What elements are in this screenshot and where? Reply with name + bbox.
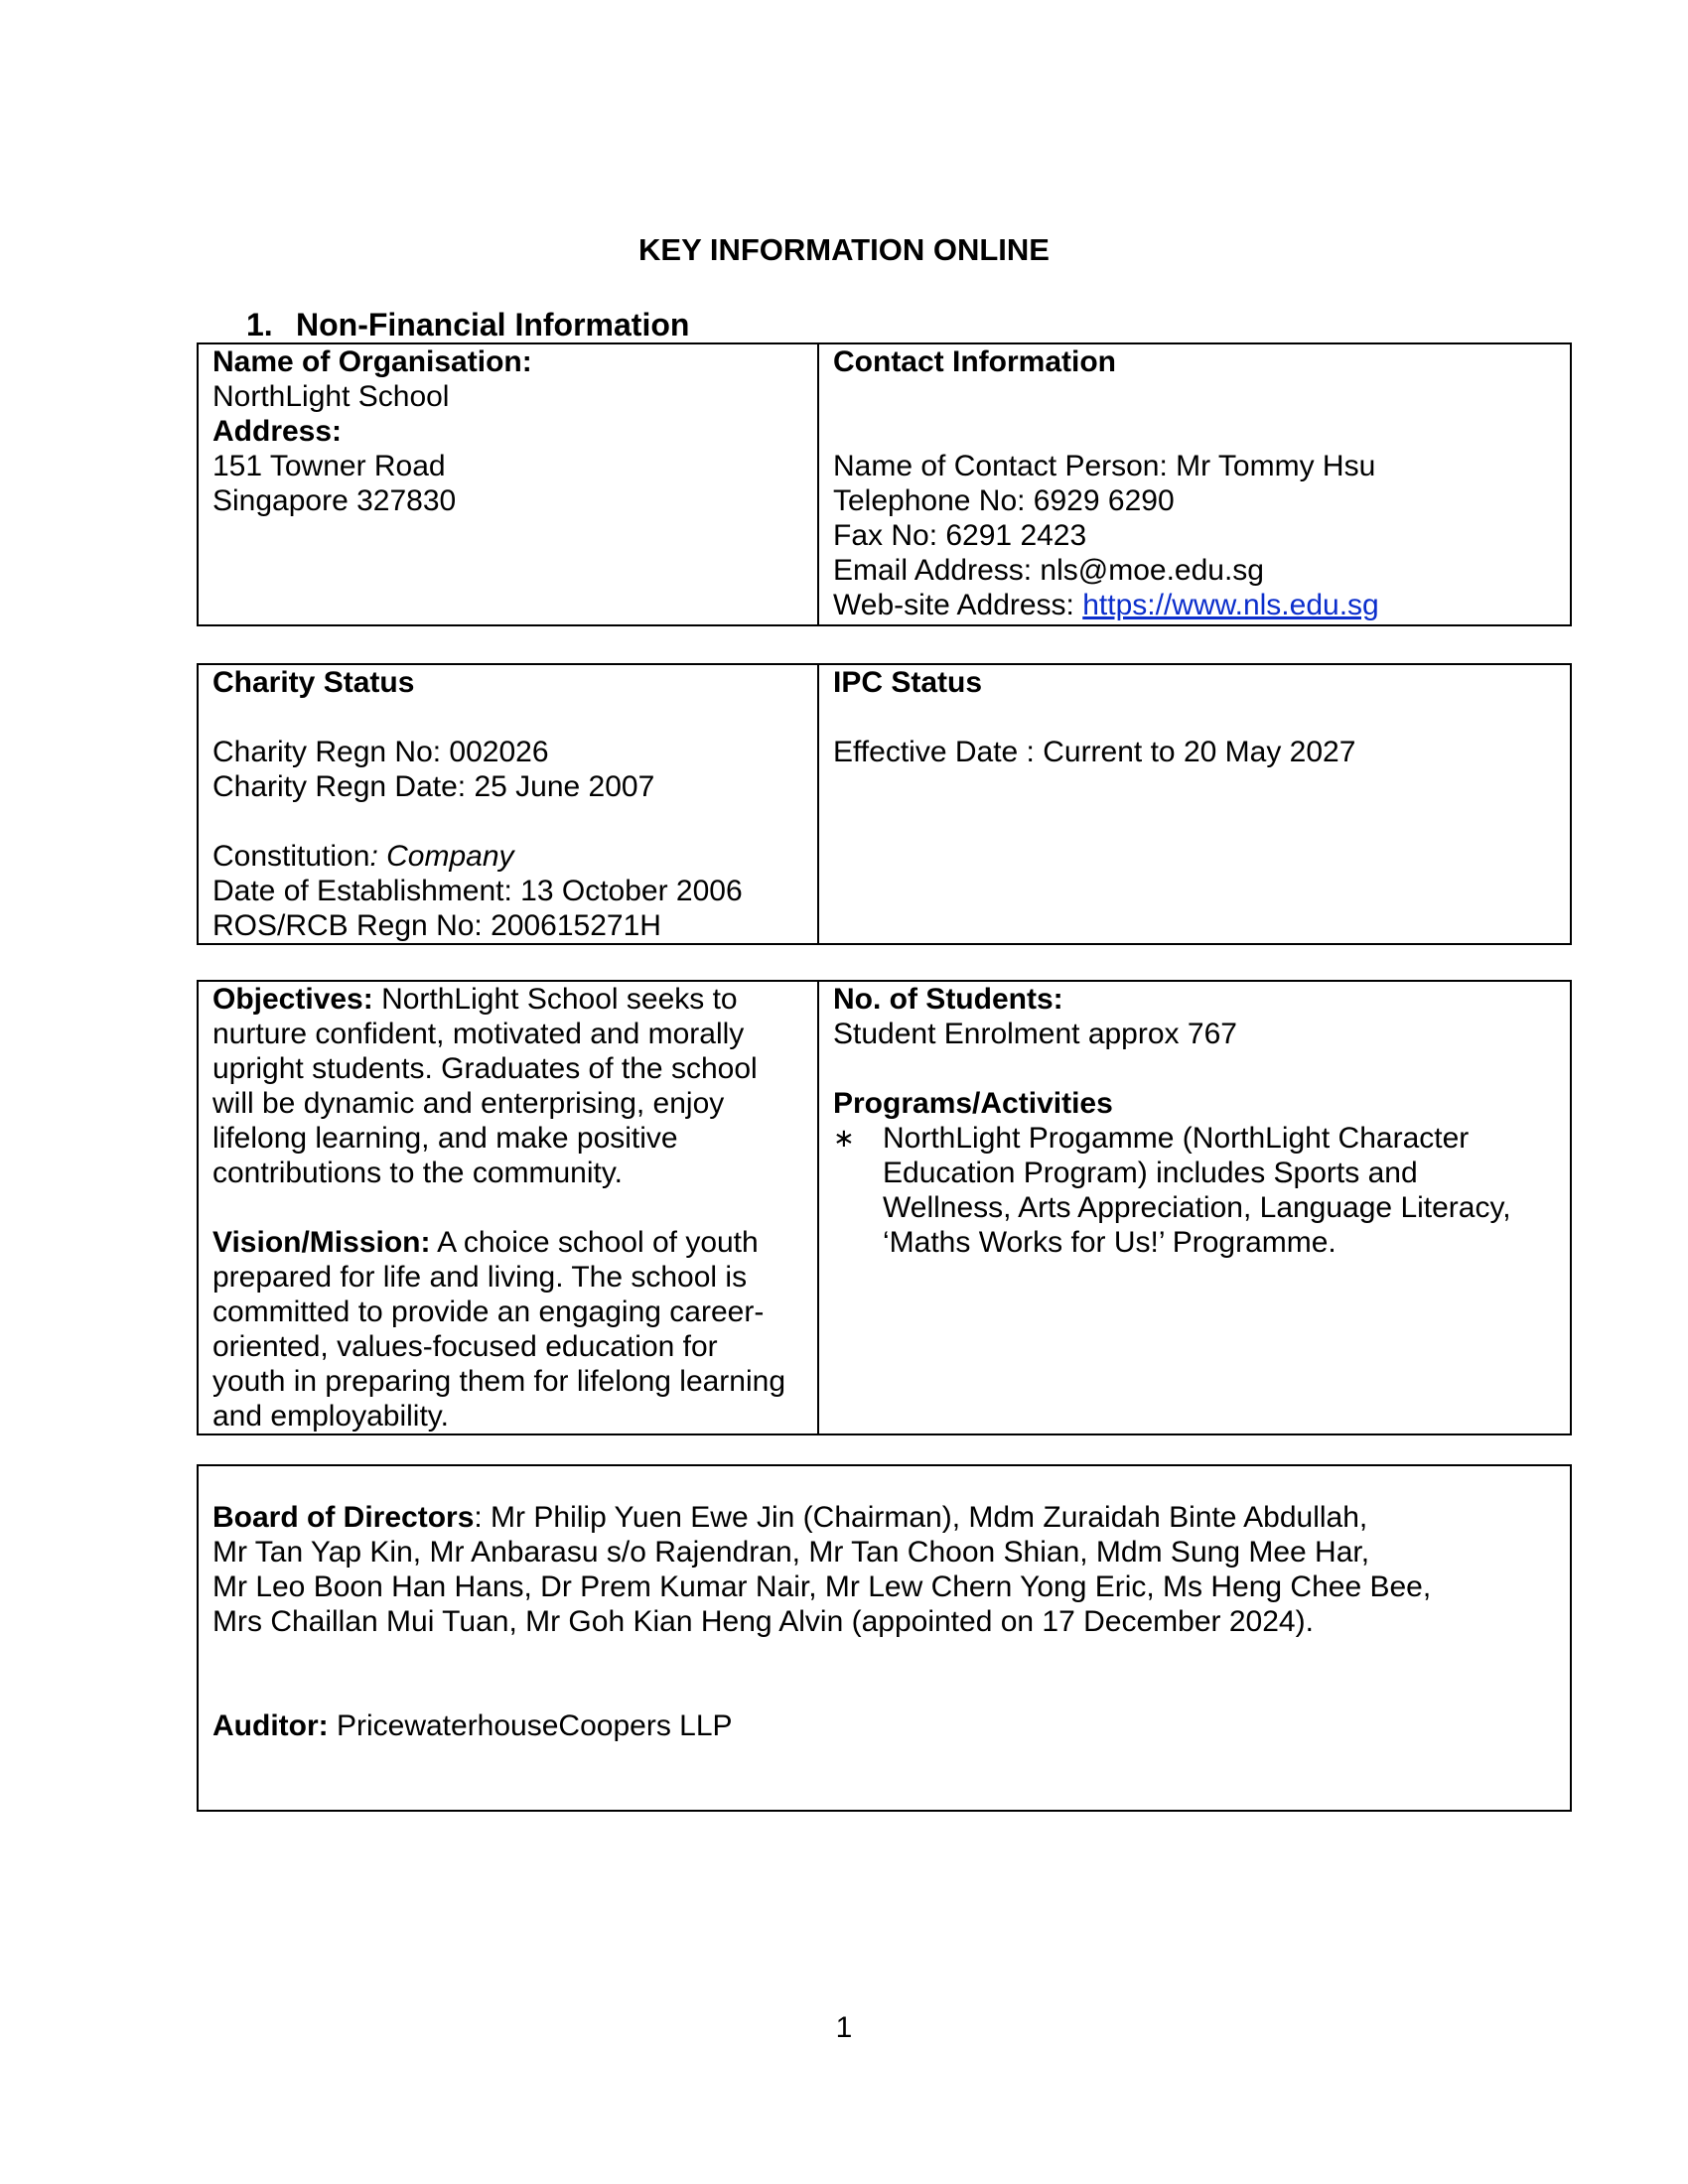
bullet-icon: ∗ [833,1123,855,1153]
charity-ipc-table [197,663,1572,945]
board-line: Mr Tan Yap Kin, Mr Anbarasu s/o Rajendran, Mr Tan Choon Shian, Mdm Sung Mee Har, [212,1536,1370,1569]
charity-regn-date: Charity Regn Date: 25 June 2007 [212,770,655,803]
organisation-cell [198,343,818,625]
constitution-label: Constitution [212,840,370,873]
vision-line: prepared for life and living. The school is [212,1261,748,1294]
vision-mission-label: Vision/Mission: [212,1226,431,1259]
contact-cell [818,343,1571,625]
org-name: NorthLight School [212,380,450,413]
vision-line: and employability. [212,1400,449,1433]
contact-person: Name of Contact Person: Mr Tommy Hsu [833,450,1376,482]
objectives-label: Objectives: [212,983,373,1016]
charity-status-heading: Charity Status [212,666,415,699]
objectives-line: nurture confident, motivated and morally [212,1018,745,1050]
date-of-establishment: Date of Establishment: 13 October 2006 [212,875,743,907]
contact-fax: Fax No: 6291 2423 [833,519,1087,552]
vision-line: committed to provide an engaging career- [212,1296,765,1328]
page-title: KEY INFORMATION ONLINE [638,232,1050,267]
charity-regn-no: Charity Regn No: 002026 [212,736,549,768]
board-auditor-table [197,1464,1572,1812]
programs-label: Programs/Activities [833,1087,1113,1120]
ipc-status-cell [818,664,1571,944]
organisation-contact-table [197,342,1572,626]
vision-line-1: A choice school of youth [430,1226,759,1259]
program-list-item [833,1121,1556,1260]
program-line: ‘Maths Works for Us!’ Programme. [883,1226,1336,1259]
auditor [212,1708,1556,1743]
contact-heading: Contact Information [833,345,1116,378]
objectives-vision-cell [198,981,818,1434]
contact-email: Email Address: nls@moe.edu.sg [833,554,1264,587]
constitution-value: : Company [369,840,514,873]
objectives-line: will be dynamic and enterprising, enjoy [212,1087,725,1120]
website-link[interactable]: https://www.nls.edu.sg [1082,589,1379,621]
ipc-effective-date: Effective Date : Current to 20 May 2027 [833,736,1356,768]
board-of-directors [212,1500,1556,1535]
board-line: Mrs Chaillan Mui Tuan, Mr Goh Kian Heng Alvin (appointed on 17 December 2024). [212,1605,1314,1638]
board-auditor-cell [198,1465,1571,1811]
constitution [212,839,803,874]
section-heading [246,306,689,343]
section-title: Non-Financial Information [296,307,690,342]
objectives [212,982,803,1017]
contact-website [833,588,1556,622]
website-label: Web-site Address: [833,589,1083,621]
objectives-line: upright students. Graduates of the school [212,1052,758,1085]
contact-telephone: Telephone No: 6929 6290 [833,484,1175,517]
ros-rcb-regn-no: ROS/RCB Regn No: 200615271H [212,909,661,942]
org-name-label: Name of Organisation: [212,345,532,378]
auditor-label: Auditor: [212,1709,329,1742]
objectives-line-1: NorthLight School seeks to [372,983,738,1016]
students-label: No. of Students: [833,983,1063,1016]
vision-line: oriented, values-focused education for [212,1330,718,1363]
address-label: Address: [212,415,343,448]
objectives-line: lifelong learning, and make positive [212,1122,678,1155]
section-number: 1. [246,307,273,342]
vision-line: youth in preparing them for lifelong learning [212,1365,786,1398]
objectives-line: contributions to the community. [212,1157,623,1189]
board-label: Board of Directors [212,1501,475,1534]
program-line: NorthLight Progamme (NorthLight Character [883,1122,1470,1155]
auditor-value: PricewaterhouseCoopers LLP [328,1709,733,1742]
board-line-1: : Mr Philip Yuen Ewe Jin (Chairman), Mdm Zuraidah Binte Abdullah, [474,1501,1368,1534]
program-line: Education Program) includes Sports and [883,1157,1418,1189]
charity-status-cell [198,664,818,944]
board-line: Mr Leo Boon Han Hans, Dr Prem Kumar Nair, Mr Lew Chern Yong Eric, Ms Heng Chee Bee, [212,1570,1432,1603]
address-line-1: 151 Towner Road [212,450,446,482]
ipc-status-heading: IPC Status [833,666,983,699]
students-programs-cell [818,981,1571,1434]
program-line: Wellness, Arts Appreciation, Language Literacy, [883,1191,1511,1224]
address-line-2: Singapore 327830 [212,484,457,517]
vision-mission [212,1225,803,1260]
page-number: 1 [835,2011,853,2044]
student-enrolment: Student Enrolment approx 767 [833,1018,1237,1050]
objectives-students-table [197,980,1572,1435]
